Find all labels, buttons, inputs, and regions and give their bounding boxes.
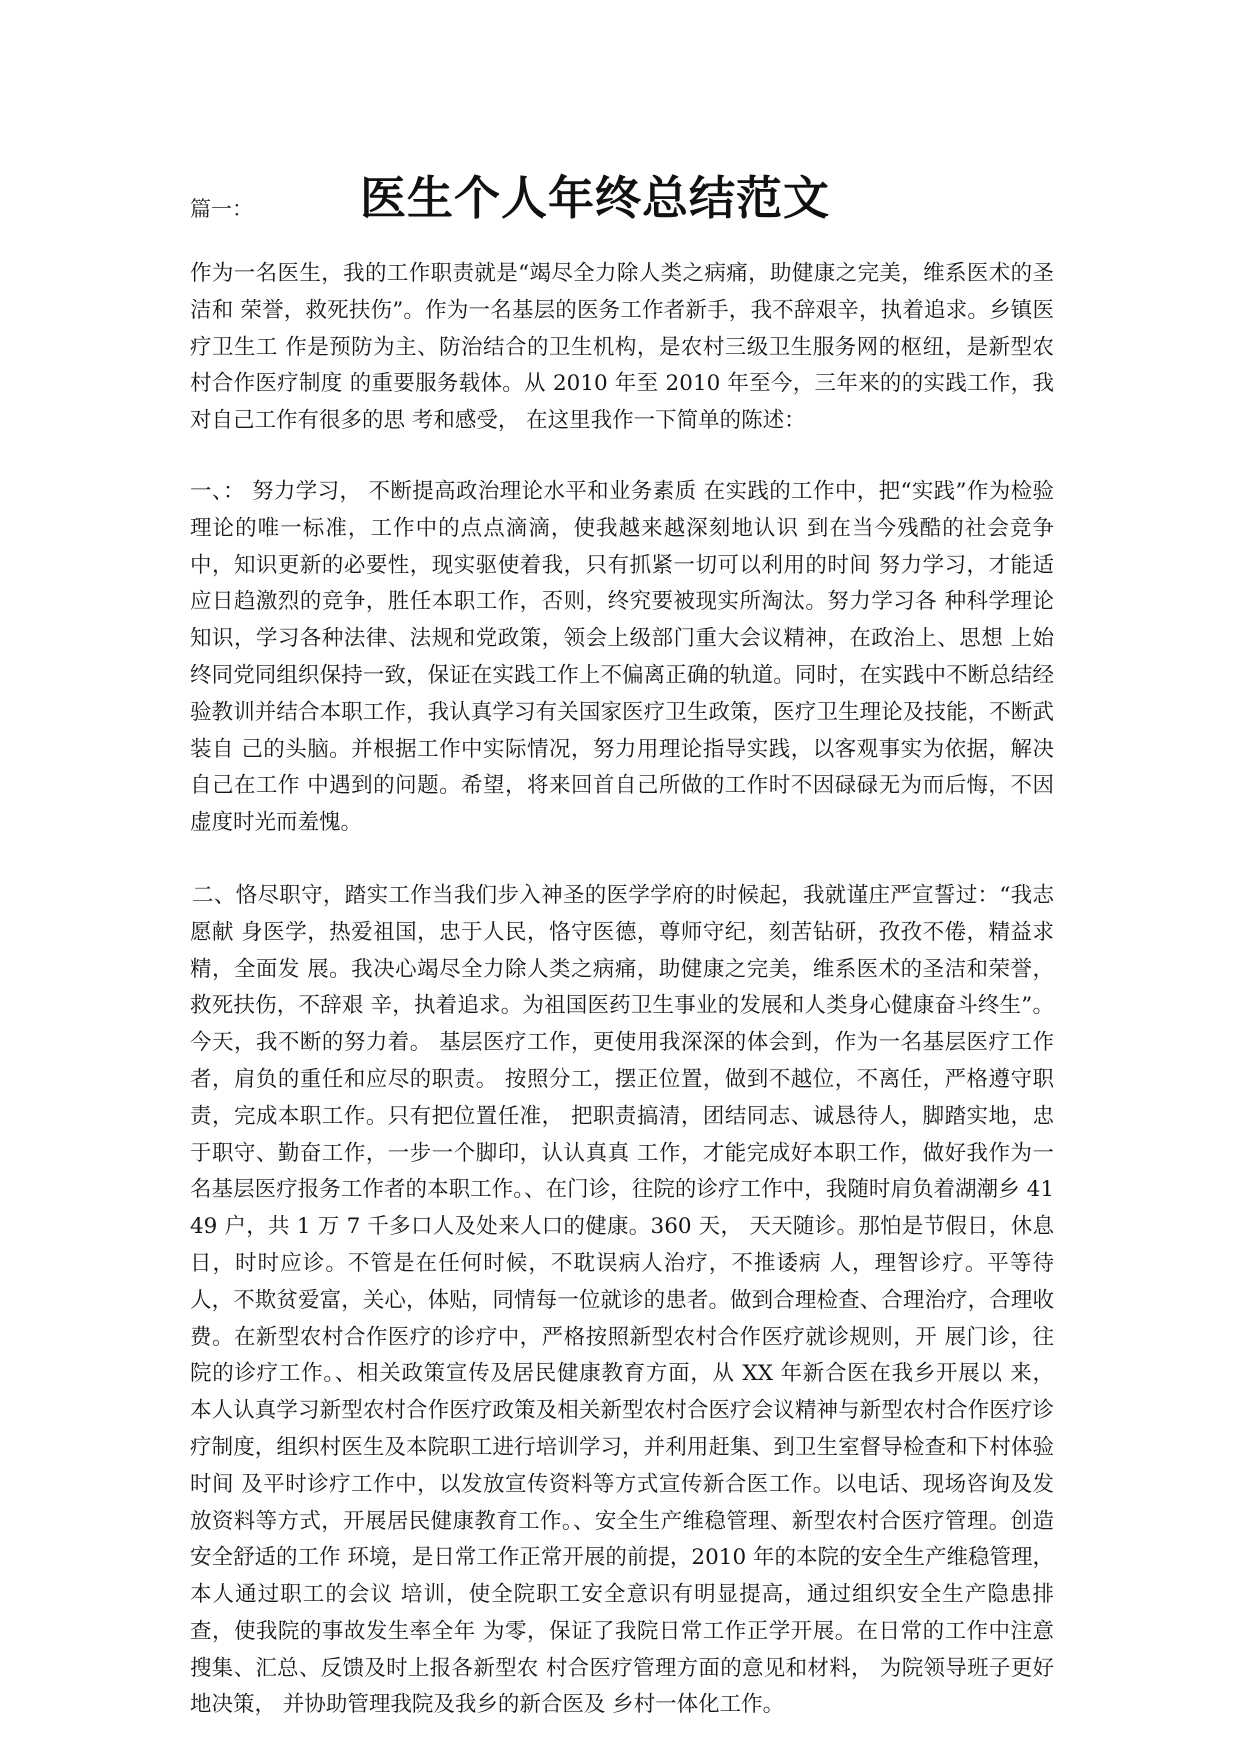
title-prefix: 篇一：: [190, 197, 253, 221]
paragraph-section-one: 一、： 努力学习， 不断提高政治理论水平和业务素质 在实践的工作中，把“实践”作为检验理论的唯一标准，工作中的点点滴滴，使我越来越深刻地认识 到在当今残酷的社会竞争中，知识更新的必要性，现实驱使着我，只有抓紧一切可以利用的时间 努力学习，才能适应日趋激烈的竞争，胜任本职工作，否则，终究要被现实所淘汰。努力学习各 种科学理论知识，学习各种法律、法规和党政策，领会上级部门重大会议精神，在政治上、思想 上始终同党同组织保持一致，保证在实践工作上不偏离正确的轨道。同时，在实践中不断总结经验教训并结合本职工作，我认真学习有关国家医疗卫生政策，医疗卫生理论及技能，不断武装自 己的头脑。并根据工作中实际情况，努力用理论指导实践，以客观事实为依据，解决自己在工作 中遇到的问题。希望，将来回首自己所做的工作时不因碌碌无为而后悔，不因虚度时光而羞愧。: [190, 478, 1054, 836]
paragraph-intro: 作为一名医生，我的工作职责就是“竭尽全力除人类之病痛，助健康之完美，维系医术的圣洁和 荣誉，救死扶伤”。作为一名基层的医务工作者新手，我不辞艰辛，执着追求。乡镇医疗卫生工 作是预防为主、防治结合的卫生机构，是农村三级卫生服务网的枢纽，是新型农村合作医疗制度 的重要服务载体。从 2010 年至 2010 年至今，三年来的的实践工作，我对自己工作有很多的思 考和感受， 在这里我作一下简单的陈述：: [190, 261, 1054, 434]
document-title: 医生个人年终总结范文: [360, 171, 830, 225]
title-row: [190, 168, 1070, 238]
paragraph-section-two: 二、恪尽职守，踏实工作当我们步入神圣的医学学府的时候起，我就谨庄严宣誓过：“我志愿献 身医学，热爱祖国，忠于人民，恪守医德，尊师守纪，刻苦钻研，孜孜不倦，精益求精，全面发 展。我决心竭尽全力除人类之病痛，助健康之完美，维系医术的圣洁和荣誉，救死扶伤，不辞艰 辛，执着追求。为祖国医药卫生事业的发展和人类身心健康奋斗终生”。今天，我不断的努力着。 基层医疗工作，更使用我深深的体会到，作为一名基层医疗工作者，肩负的重任和应尽的职责。 按照分工，摆正位置，做到不越位，不离任，严格遵守职责，完成本职工作。只有把位置任准， 把职责搞清，团结同志、诚恳待人，脚踏实地，忠于职守、勤奋工作，一步一个脚印，认认真真 工作，才能完成好本职工作，做好我作为一名基层医疗报务工作者的本职工作。、在门诊，往院的诊疗工作中，我随时肩负着湖潮乡 4149 户，共 1 万 7 千多口人及处来人口的健康。360 天， 天天随诊。那怕是节假日，休息日，时时应诊。不管是在任何时候，不耽误病人治疗，不推诿病 人，理智诊疗。平等待人，不欺贫爱富，关心，体贴，同情每一位就诊的患者。做到合理检查、合理治疗，合理收费。在新型农村合作医疗的诊疗中，严格按照新型农村合作医疗就诊规则，开 展门诊，往院的诊疗工作。、相关政策宣传及居民健康教育方面，从 XX 年新合医在我乡开展以 来， 本人认真学习新型农村合作医疗政策及相关新型农村合医疗会议精神与新型农村合作医疗诊 疗制度，组织村医生及本院职工进行培训学习，并利用赶集、到卫生室督导检查和下村体验时间 及平时诊疗工作中，以发放宣传资料等方式宣传新合医工作。以电话、现场咨询及发放资料等方式，开展居民健康教育工作。、安全生产维稳管理、新型农村合医疗管理。创造安全舒适的工作 环境，是日常工作正常开展的前提，2010 年的本院的安全生产维稳管理，本人通过职工的会议 培训，使全院职工安全意识有明显提高，通过组织安全生产隐患排查，使我院的事故发生率全年 为零，保证了我院日常工作正学开展。在日常的工作中注意搜集、汇总、反馈及时上报各新型农 村合医疗管理方面的意见和材料， 为院领导班子更好地决策， 并协助管理我院及我乡的新合医及 乡村一体化工作。: [190, 882, 1054, 1718]
document-body: [190, 256, 1054, 1760]
